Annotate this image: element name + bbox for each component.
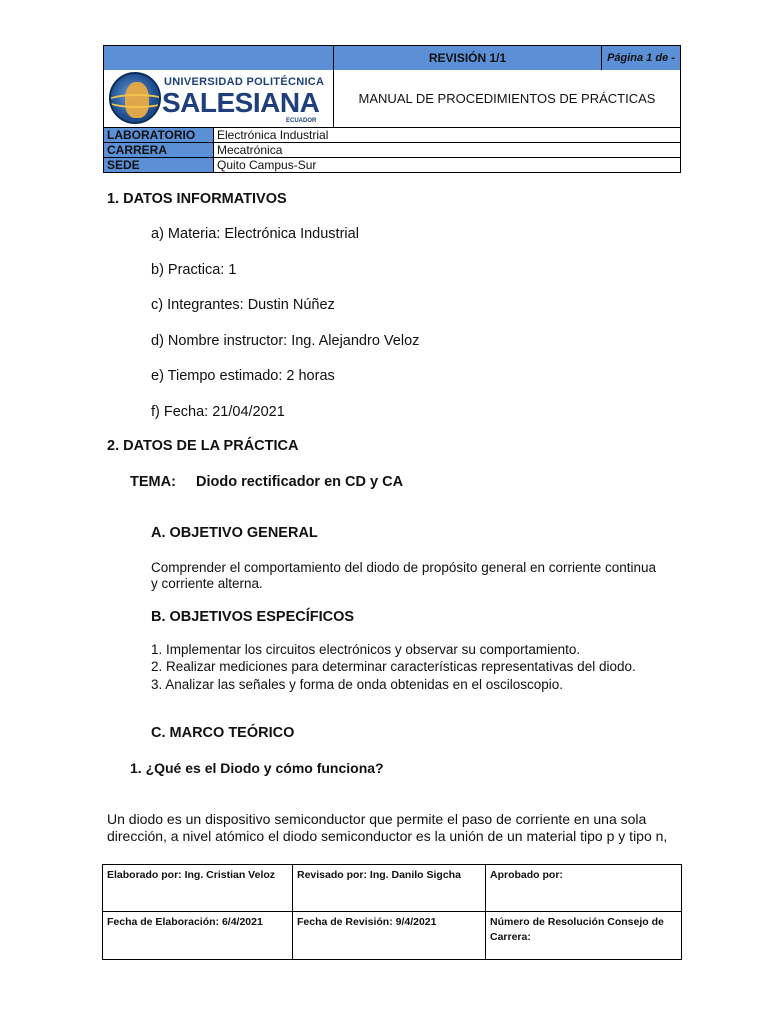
logo-line-2: SALESIANA bbox=[162, 87, 320, 118]
info-item: d) Nombre instructor: Ing. Alejandro Veloz bbox=[151, 333, 420, 349]
paragraph-line-2: dirección, a nivel atómico el diodo semiconductor es la unión de un material tipo p y tipo n, bbox=[107, 828, 668, 844]
info-row-carrera bbox=[104, 143, 680, 158]
question-heading: 1. ¿Qué es el Diodo y cómo funciona? bbox=[130, 760, 384, 776]
info-label: CARRERA bbox=[104, 143, 214, 157]
logo-line-3: ECUADOR bbox=[286, 118, 317, 124]
fecha-revision-cell: Fecha de Revisión: 9/4/2021 bbox=[293, 912, 486, 959]
document-header-table bbox=[103, 45, 681, 173]
objetivo-item: 1. Implementar los circuitos electrónicos y observar su comportamiento. bbox=[151, 642, 581, 657]
approval-footer-table bbox=[102, 864, 682, 960]
globe-emblem-icon bbox=[109, 72, 161, 124]
info-value: Mecatrónica bbox=[217, 143, 283, 157]
revision-label: REVISIÓN 1/1 bbox=[334, 46, 602, 70]
objetivos-especificos-heading: B. OBJETIVOS ESPECÍFICOS bbox=[151, 609, 355, 625]
fecha-elaboracion-cell: Fecha de Elaboración: 6/4/2021 bbox=[103, 912, 293, 959]
elaborado-cell: Elaborado por: Ing. Cristian Veloz bbox=[103, 865, 293, 912]
info-row-laboratorio bbox=[104, 128, 680, 143]
objetivo-general-text-line-1: Comprender el comportamiento del diodo de propósito general en corriente continua bbox=[151, 560, 657, 575]
university-logo bbox=[104, 70, 334, 128]
info-item: a) Materia: Electrónica Industrial bbox=[151, 226, 359, 242]
page-number-label: Página 1 de - bbox=[602, 46, 680, 70]
info-item: c) Integrantes: Dustin Núñez bbox=[151, 297, 335, 313]
section-1-heading: 1. DATOS INFORMATIVOS bbox=[107, 191, 287, 207]
tema-value: Diodo rectificador en CD y CA bbox=[196, 474, 404, 490]
objetivo-item: 2. Realizar mediciones para determinar características representativas del diodo. bbox=[151, 659, 636, 674]
info-item: e) Tiempo estimado: 2 horas bbox=[151, 368, 335, 384]
info-label: SEDE bbox=[104, 158, 214, 172]
info-value: Electrónica Industrial bbox=[217, 128, 329, 142]
marco-teorico-heading: C. MARCO TEÓRICO bbox=[151, 725, 295, 741]
info-value: Quito Campus-Sur bbox=[217, 158, 317, 172]
info-item: b) Practica: 1 bbox=[151, 262, 237, 278]
revisado-cell: Revisado por: Ing. Danilo Sigcha bbox=[293, 865, 486, 912]
section-2-heading: 2. DATOS DE LA PRÁCTICA bbox=[107, 438, 299, 454]
aprobado-cell: Aprobado por: bbox=[486, 865, 681, 912]
objetivo-general-heading: A. OBJETIVO GENERAL bbox=[151, 525, 318, 541]
objetivo-item: 3. Analizar las señales y forma de onda obtenidas en el osciloscopio. bbox=[151, 677, 564, 692]
info-row-sede bbox=[104, 158, 680, 173]
header-blank-cell bbox=[104, 46, 334, 70]
paragraph-line-1: Un diodo es un dispositivo semiconductor que permite el paso de corriente en una sola bbox=[107, 811, 647, 827]
info-item: f) Fecha: 21/04/2021 bbox=[151, 404, 285, 420]
logo-line-1: UNIVERSIDAD POLITÉCNICA bbox=[164, 76, 325, 88]
tema-label: TEMA: bbox=[130, 474, 176, 490]
info-label: LABORATORIO bbox=[104, 128, 214, 142]
objetivo-general-text-line-2: y corriente alterna. bbox=[151, 576, 263, 591]
manual-title: MANUAL DE PROCEDIMIENTOS DE PRÁCTICAS bbox=[334, 70, 680, 128]
resolucion-cell: Número de Resolución Consejo de Carrera: bbox=[490, 916, 664, 943]
